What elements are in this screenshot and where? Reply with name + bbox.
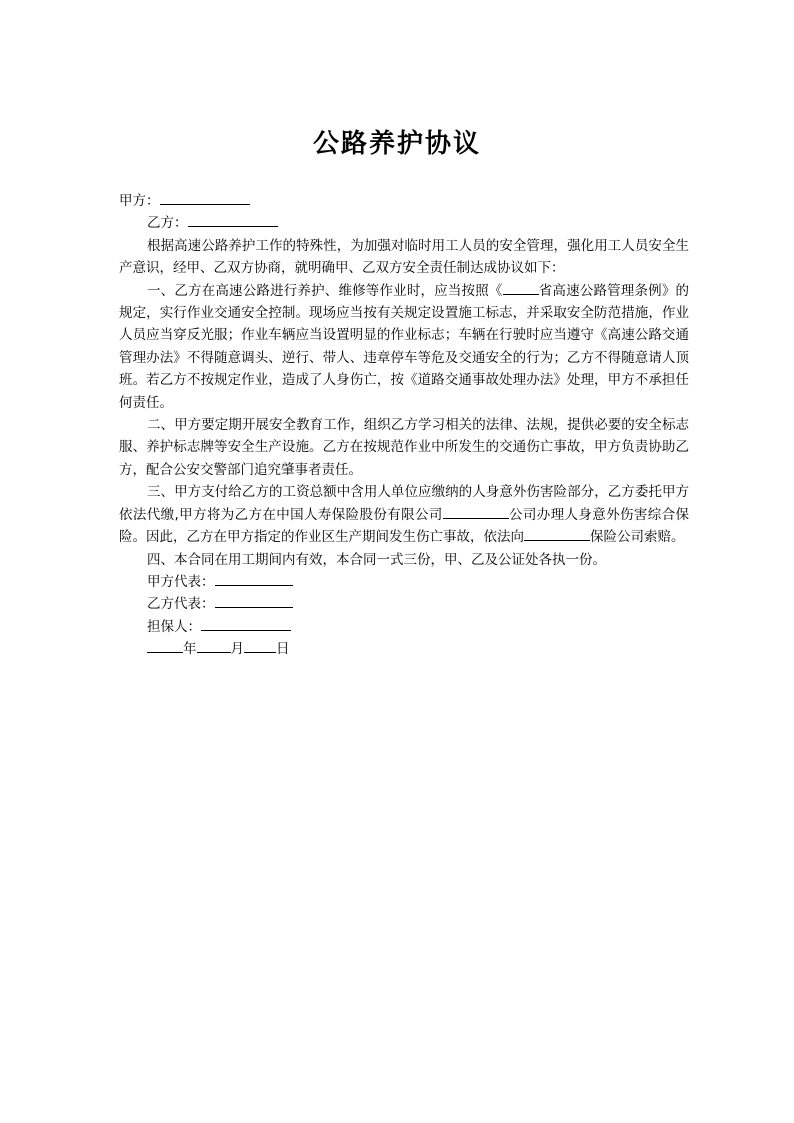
clause-1-part-1: 一、乙方在高速公路进行养护、维修等作业时，应当按照《 xyxy=(147,282,503,299)
party-b-rep-line xyxy=(119,593,689,615)
party-b-rep-blank xyxy=(215,593,293,608)
document-title: 公路养护协议 xyxy=(312,129,481,159)
month-blank xyxy=(197,638,231,653)
year-blank xyxy=(147,638,183,653)
party-a-rep-label: 甲方代表： xyxy=(147,573,215,590)
party-b-blank xyxy=(188,212,278,227)
guarantor-blank xyxy=(201,616,291,631)
clause-4-paragraph: 四、本合同在用工期间内有效，本合同一式三份，甲、乙及公证处各执一份。 xyxy=(147,551,606,568)
insurance-company-blank xyxy=(443,504,509,519)
clause-2-paragraph: 二、甲方要定期开展安全教育工作，组织乙方学习相关的法律、法规，提供必要的安全标志服、养护标志牌等安全生产设施。乙方在按规范作业中所发生的交通伤亡事故，甲方负责协助乙方，配合公安交警部门追究肇事者责任。 xyxy=(119,417,689,478)
party-b-rep-label: 乙方代表： xyxy=(147,596,215,613)
party-a-rep-line xyxy=(119,571,689,593)
party-a-rep-blank xyxy=(215,571,293,586)
guarantor-label: 担保人： xyxy=(147,618,201,635)
claim-company-blank xyxy=(524,526,590,541)
clause-3-paragraph xyxy=(119,481,689,548)
party-a-label: 甲方： xyxy=(119,193,160,209)
day-blank xyxy=(244,638,276,653)
intro-paragraph: 根据高速公路养护工作的特殊性，为加强对临时用工人员的安全管理，强化用工人员安全生产意识，经甲、乙双方协商，就明确甲、乙双方安全责任制达成协议如下： xyxy=(119,237,689,277)
clause-3-part-2: 公司办理人身意外伤害综合保险。因此，乙方在甲方指定的作业区生产期间发生伤亡事故，依法向 xyxy=(119,506,690,546)
month-label: 月 xyxy=(230,641,244,658)
party-a-line xyxy=(119,190,689,212)
clause-1-paragraph xyxy=(119,280,689,414)
party-b-label: 乙方： xyxy=(147,215,188,232)
clause-3-part-3: 保险公司索赔。 xyxy=(590,529,685,546)
province-blank xyxy=(503,280,539,295)
clause-1-part-2: 省高速公路管理条例》的规定，实行作业交通安全控制。现场应当按有关规定设置施工标志，并采取安全防范措施，作业人员应当穿反光服；作业车辆应当设置明显的作业标志；车辆在行驶时应当遵守《高速公路交通管理办法》不得随意调头、逆行、带人、违章停车等危及交通安全的行为；乙方不得随意请人顶班。若乙方不按规定作业，造成了人身伤亡，按《道路交通事故处理办法》处理，甲方不承担任何责任。 xyxy=(119,282,690,411)
year-label: 年 xyxy=(183,641,197,658)
day-label: 日 xyxy=(276,641,290,658)
guarantor-line xyxy=(119,616,689,638)
date-line xyxy=(119,638,689,660)
clause-3-part-1: 三、甲方支付给乙方的工资总额中含用人单位应缴纳的人身意外伤害险部分，乙方委托甲方依法代缴,甲方将为乙方在中国人寿保险股份有限公司 xyxy=(119,484,689,523)
party-b-line xyxy=(119,212,689,234)
document-body xyxy=(119,190,689,661)
party-a-blank xyxy=(160,190,250,205)
